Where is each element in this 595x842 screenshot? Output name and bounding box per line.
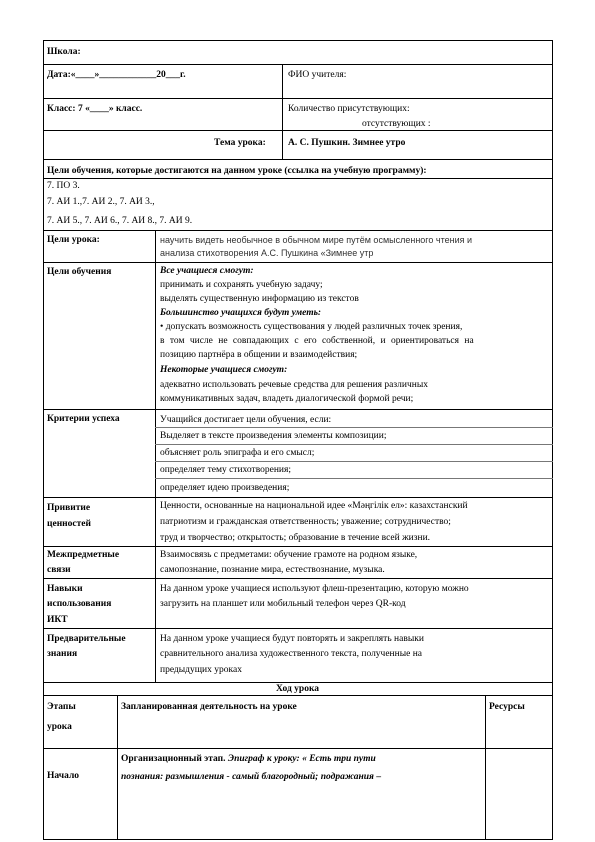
prior-knowledge-text: предыдущих уроках (160, 665, 242, 675)
values-label: ценностей (47, 519, 91, 529)
prior-knowledge-text: сравнительного анализа художественного текста, полученные на (160, 649, 422, 659)
divider (155, 444, 553, 445)
criteria-item: Выделяет в тексте произведения элементы композиции; (160, 431, 387, 441)
values-text: патриотизм и гражданская ответственность; уважение; сотрудничество; (160, 517, 451, 527)
divider (43, 628, 553, 629)
divider (282, 64, 283, 130)
criteria-item: определяет идею произведения; (160, 483, 290, 493)
divider (43, 578, 553, 579)
divider (43, 409, 553, 410)
divider (282, 130, 283, 159)
divider (43, 262, 553, 263)
org-stage-title: Организационный этап. (121, 754, 228, 764)
planned-activity-column-header: Запланированная деятельность на уроке (121, 702, 297, 712)
ict-label: использования (47, 599, 112, 609)
divider (43, 748, 553, 749)
teacher-label: ФИО учителя: (288, 70, 347, 80)
ict-text: загрузить на планшет или мобильный телефон через QR-код (160, 599, 406, 609)
epigraph-text: Эпиграф к уроку: « Есть три пути (227, 754, 376, 764)
absent-label: отсутствующих : (362, 119, 431, 129)
divider (43, 64, 553, 65)
criteria-intro: Учащийся достигает цели обучения, если: (160, 415, 332, 425)
divider (43, 98, 553, 99)
resources-column-header: Ресурсы (489, 702, 525, 712)
divider (155, 478, 553, 479)
ict-label: Навыки (47, 584, 83, 594)
prior-knowledge-label: знания (47, 649, 78, 659)
learning-goal-line: коммуникативных задач, владеть диалогической формой речи; (160, 394, 414, 404)
lesson-goals-text: анализа стихотворения А.С. Пушкина «Зимнее утр (160, 248, 374, 258)
learning-goal-line: позицию партнёра в общении и взаимодействия; (160, 350, 358, 360)
interdisciplinary-label: Межпредметные (47, 550, 120, 560)
stage-column-header: урока (47, 722, 72, 732)
criteria-item: определяет тему стихотворения; (160, 465, 292, 475)
criteria-label: Критерии успеха (47, 414, 120, 424)
curriculum-goal-line: 7. АИ 5., 7. АИ 6., 7. АИ 8., 7. АИ 9. (47, 216, 193, 226)
org-stage-text (121, 753, 376, 765)
divider (43, 230, 553, 231)
stage-column-header: Этапы (47, 702, 76, 712)
divider (43, 159, 553, 160)
stage-start: Начало (47, 771, 80, 781)
learning-goal-line: адекватно использовать речевые средства для решения различных (160, 380, 428, 390)
learning-goal-line: принимать и сохранять учебную задачу; (160, 280, 323, 290)
divider (155, 427, 553, 428)
divider (117, 695, 118, 840)
interdisciplinary-text: Взаимосвязь с предметами: обучение грамоте на родном языке, (160, 550, 418, 560)
some-students-heading: Некоторые учащиеся смогут: (160, 365, 288, 375)
learning-goals-label: Цели обучения (47, 267, 112, 277)
values-label: Привитие (47, 503, 91, 513)
criteria-item: объясняет роль эпиграфа и его смысл; (160, 448, 315, 458)
ict-text: На данном уроке учащиеся используют флеш-презентацию, которую можно (160, 584, 469, 594)
date-label: Дата:«____»____________20___г. (47, 70, 186, 80)
values-text: Ценности, основанные на национальной идее «Мәңгілік ел»: казахстанский (160, 501, 468, 511)
divider (485, 695, 486, 840)
class-label: Класс: 7 «____» класс. (47, 104, 143, 114)
epigraph-text: познания: размышления - самый благородный; подражания – (121, 772, 382, 782)
divider (155, 230, 156, 682)
ict-label: ИКТ (47, 615, 68, 625)
prior-knowledge-label: Предварительные (47, 634, 126, 644)
divider (43, 695, 553, 696)
lesson-goals-label: Цели урока: (47, 235, 100, 245)
values-text: труд и творчество; открытость; образование в течение всей жизни. (160, 533, 431, 543)
learning-goal-line: • допускать возможность существования у людей различных точек зрения, (160, 322, 463, 332)
divider (43, 546, 553, 547)
course-title: Ход урока (275, 684, 320, 694)
divider (43, 130, 553, 131)
learning-goal-line: в том числе не совпадающих с его собственной, и ориентироваться на (160, 336, 474, 346)
learning-goal-line: выделять существенную информацию из текстов (160, 294, 359, 304)
divider (43, 497, 553, 498)
lesson-goals-text: научить видеть необычное в обычном мире путём осмысленного чтения и (160, 235, 473, 245)
divider (43, 178, 553, 179)
curriculum-goal-line: 7. ПО 3. (47, 181, 80, 191)
most-students-heading: Большинство учащихся будут уметь: (160, 308, 322, 318)
interdisciplinary-label: связи (47, 565, 71, 575)
present-label: Количество присутствующих: (288, 104, 410, 114)
topic-value: А. С. Пушкин. Зимнее утро (288, 138, 406, 148)
interdisciplinary-text: самопознание, познание мира, естествознание, музыка. (160, 565, 385, 575)
curriculum-goal-line: 7. АИ 1.,7. АИ 2., 7. АИ 3., (47, 197, 155, 207)
all-students-heading: Все учащиеся смогут: (160, 266, 254, 276)
curriculum-goals-title: Цели обучения, которые достигаются на данном уроке (ссылка на учебную программу): (47, 166, 427, 176)
prior-knowledge-text: На данном уроке учащиеся будут повторять и закреплять навыки (160, 634, 424, 644)
school-label: Школа: (47, 47, 81, 57)
topic-label: Тема урока: (214, 138, 266, 148)
divider (155, 461, 553, 462)
